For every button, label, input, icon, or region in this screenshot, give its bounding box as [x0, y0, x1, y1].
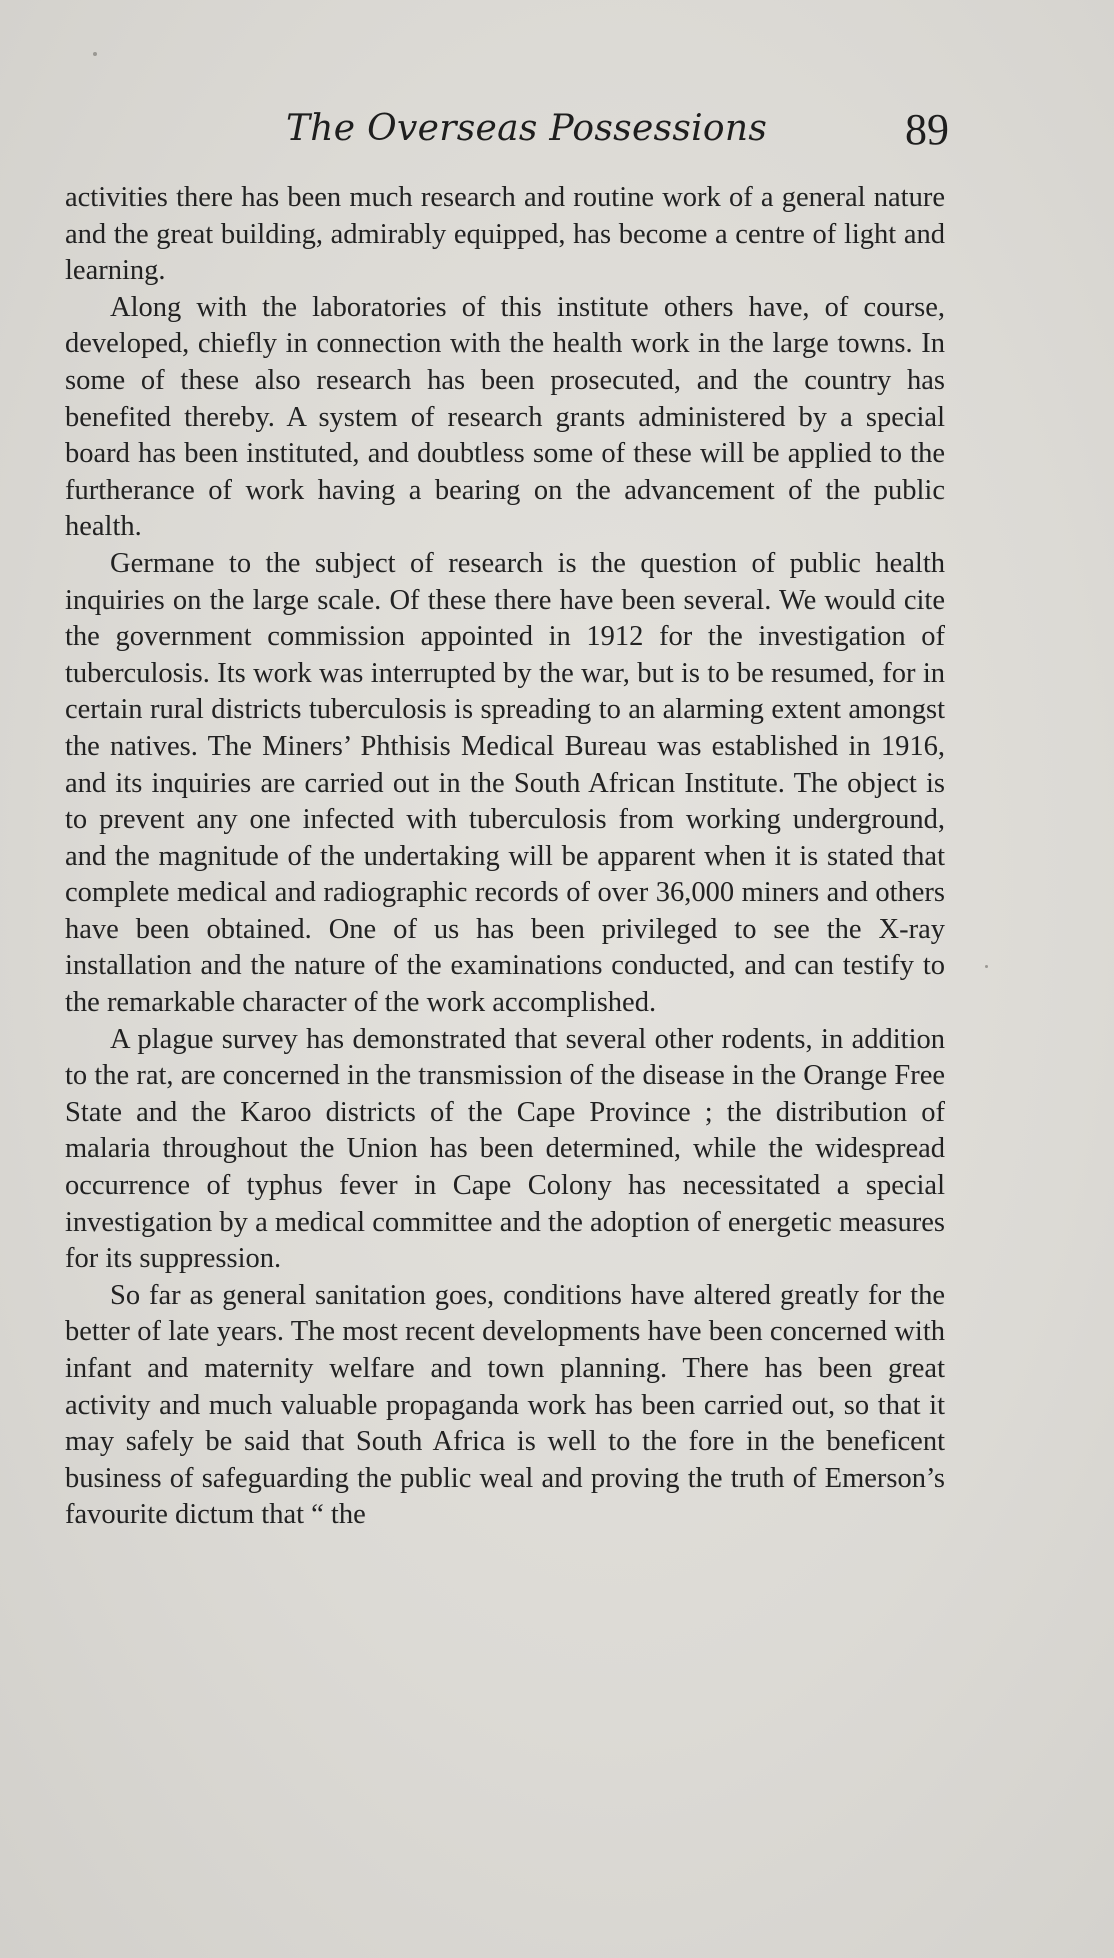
running-title: The Overseas Possessions: [286, 108, 768, 149]
paper-speck: [985, 965, 988, 968]
paragraph: So far as general sanitation goes, conditions have altered greatly for the better of late years. The most recent developments have been concerned with infant and maternity welfare and town planning. There has been great activity and much valuable propaganda work has been carried out, so that it may safely be said that South Africa is well to the fore in the beneficent business of safeguarding the public weal and proving the truth of Emerson’s favourite dictum that “ the: [65, 1279, 945, 1531]
page-number: 89: [905, 105, 949, 154]
paragraph: Along with the laboratories of this institute others have, of course, developed, chiefly in connection with the health work in the large towns. In some of these also research has been prosecuted, and the country has benefited thereby. A system of research grants administered by a special board has been instituted, and doubtless some of these will be applied to the furtherance of work having a bearing on the advancement of the public health.: [65, 291, 945, 543]
body-text: [65, 180, 945, 1534]
paper-speck: [93, 52, 97, 56]
paragraph: A plague survey has demonstrated that several other rodents, in addition to the rat, are concerned in the transmission of the disease in the Orange Free State and the Karoo districts of the Cape Province ; the distribution of malaria throughout the Union has been determined, while the widespread occurrence of typhus fever in Cape Colony has necessitated a special investigation by a medical committee and the adoption of energetic measures for its suppression.: [65, 1023, 945, 1275]
running-head: [0, 105, 1114, 168]
paragraph: activities there has been much research and routine work of a general nature and the great building, admirably equipped, has become a centre of light and learning.: [65, 182, 945, 287]
paragraph: Germane to the subject of research is the question of public health inquiries on the large scale. Of these there have been several. We would cite the government commission appointed in 1912 for the investigation of tuberculosis. Its work was interrupted by the war, but is to be resumed, for in certain rural districts tuberculosis is spreading to an alarming extent amongst the natives. The Miners’ Phthisis Medical Bureau was established in 1916, and its inquiries are carried out in the South African Institute. The object is to prevent any one infected with tuberculosis from working underground, and the magnitude of the undertaking will be apparent when it is stated that complete medical and radiographic records of over 36,000 miners and others have been obtained. One of us has been privileged to see the X-ray installation and the nature of the examinations conducted, and can testify to the remarkable character of the work accomplished.: [65, 547, 945, 1019]
